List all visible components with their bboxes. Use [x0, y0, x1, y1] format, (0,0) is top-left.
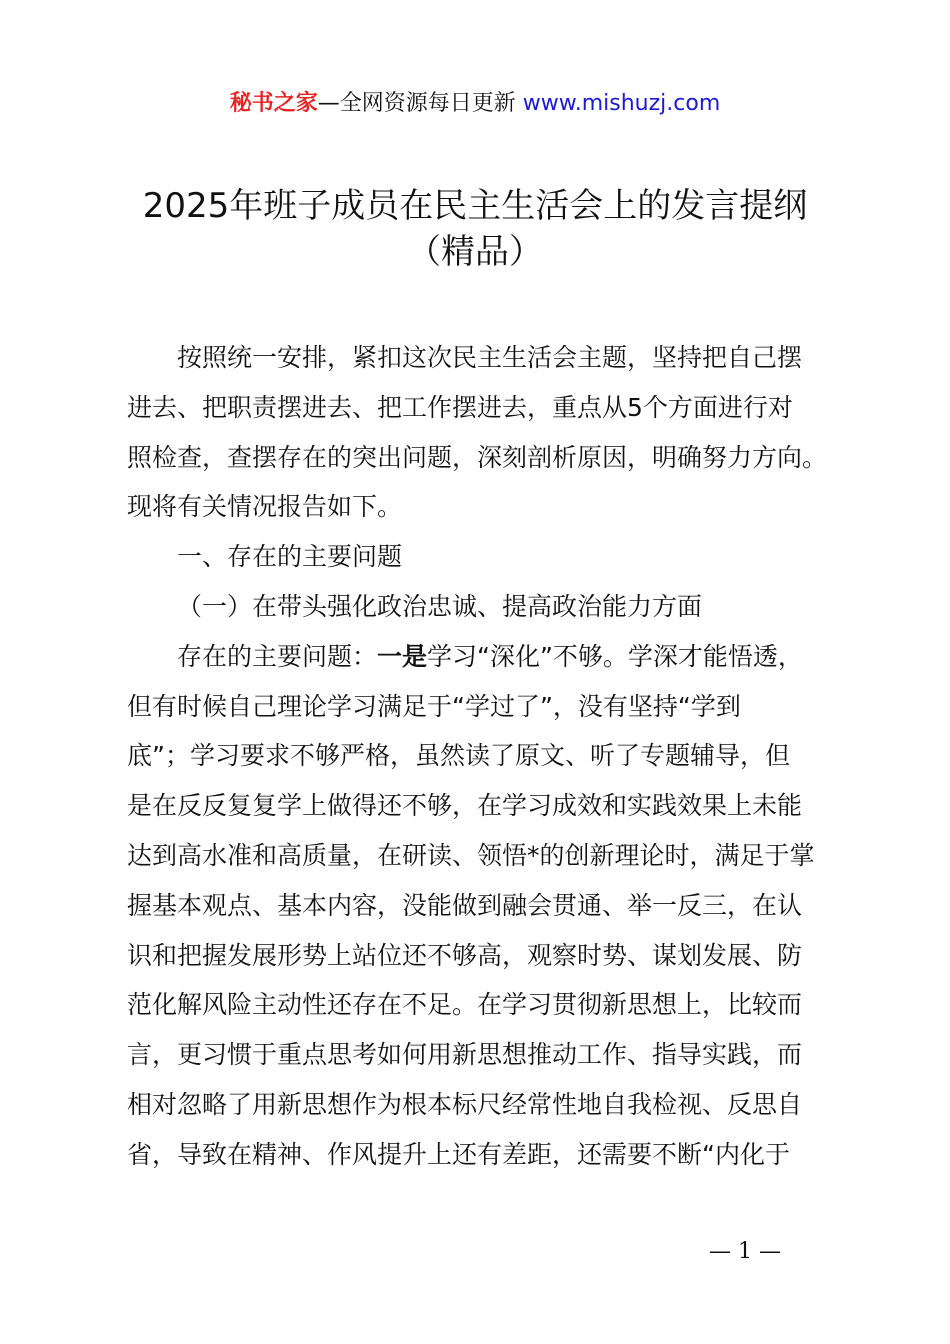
problem-line: 握基本观点、基本内容，没能做到融会贯通、举一反三，在认 — [127, 890, 803, 920]
title-line-2: （精品） — [407, 232, 543, 272]
subsection-heading: （一）在带头强化政治忠诚、提高政治能力方面 — [177, 591, 703, 621]
site-header — [0, 88, 950, 120]
document-body — [127, 333, 839, 1180]
intro-line: 照检查，查摆存在的突出问题，深刻剖析原因，明确努力方向。 — [127, 442, 828, 472]
section-heading: 一、存在的主要问题 — [177, 542, 403, 572]
problem-line: 相对忽略了用新思想作为根本标尺经常性地自我检视、反思自 — [127, 1089, 803, 1119]
problem-line: 范化解风险主动性还存在不足。在学习贯彻新思想上，比较而 — [127, 990, 803, 1020]
problem-line: 省，导致在精神、作风提升上还有差距，还需要不断“内化于 — [127, 1139, 790, 1169]
problem-line: 识和把握发展形势上站位还不够高，观察时势、谋划发展、防 — [127, 940, 803, 970]
problem-line: 是在反反复复学上做得还不够，在学习成效和实践效果上未能 — [127, 791, 803, 821]
title-line-1: 2025年班子成员在民主生活会上的发言提纲 — [142, 186, 808, 226]
page-number: — 1 — — [709, 1239, 781, 1264]
problem-first-text: 学习“深化”不够。学深才能悟透， — [427, 641, 803, 671]
problem-line: 底”；学习要求不够严格，虽然读了原文、听了专题辅导，但 — [127, 741, 790, 771]
intro-line: 按照统一安排，紧扣这次民主生活会主题，坚持把自己摆 — [177, 343, 803, 372]
site-brand: 秘书之家 — [229, 91, 318, 116]
intro-line: 进去、把职责摆进去、把工作摆进去，重点从5个方面进行对 — [127, 392, 793, 422]
document-title — [0, 183, 950, 275]
problem-first-line — [127, 632, 839, 682]
problem-line: 达到高水准和高质量，在研读、领悟*的创新理论时，满足于掌 — [127, 840, 815, 870]
problem-line: 言，更习惯于重点思考如何用新思想推动工作、指导实践，而 — [127, 1040, 803, 1070]
problem-line: 但有时候自己理论学习满足于“学过了”，没有坚持“学到 — [127, 691, 741, 721]
problem-marker: 一是 — [377, 641, 428, 671]
problem-label: 存在的主要问题： — [177, 641, 378, 671]
intro-line: 现将有关情况报告如下。 — [127, 492, 403, 522]
site-tagline: —全网资源每日更新 — [317, 91, 523, 116]
site-url-link[interactable]: www.mishuzj.com — [522, 91, 721, 116]
